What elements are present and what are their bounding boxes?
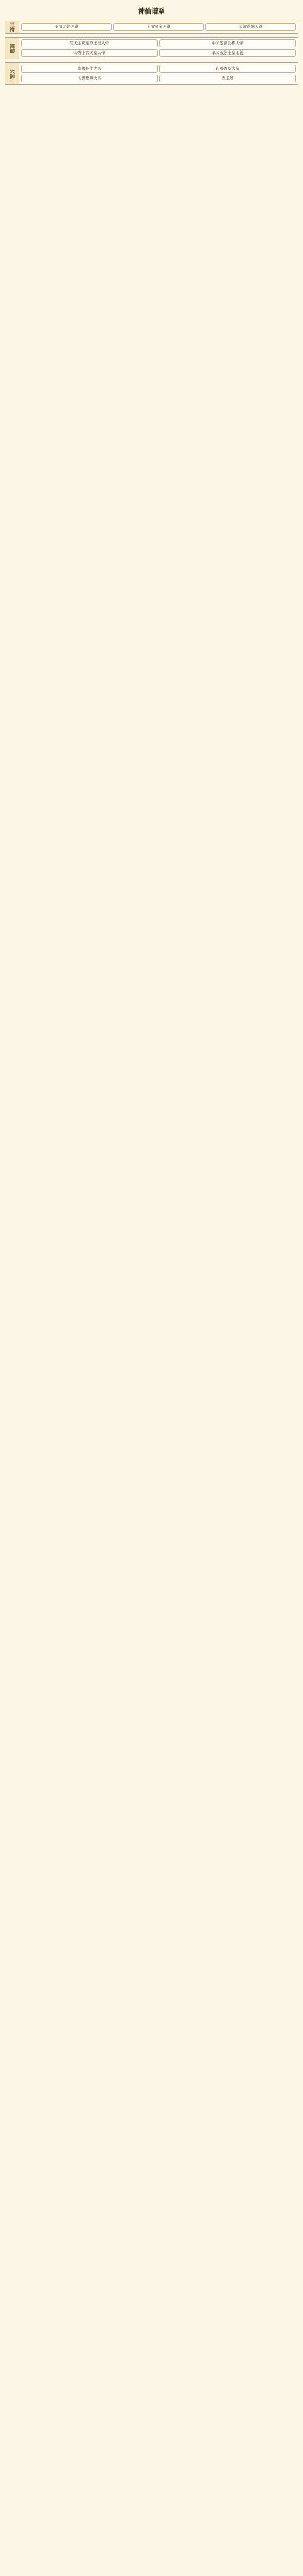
section xyxy=(5,62,298,85)
page-title: 神仙谱系 xyxy=(138,7,165,15)
deity-entry: 东极青华大帝 xyxy=(159,65,296,73)
page xyxy=(5,0,298,85)
sections xyxy=(5,21,298,85)
section-body xyxy=(19,38,298,59)
deity-entry: 勾陈上宫天皇大帝 xyxy=(21,49,158,57)
deity-entry: 南极长生大帝 xyxy=(21,65,158,73)
section-label: 四御 xyxy=(5,38,19,59)
deity-entry: 上清灵宝天尊 xyxy=(113,23,204,31)
entry-row xyxy=(21,49,296,57)
entry-row xyxy=(21,65,296,73)
entry-row xyxy=(21,75,296,82)
deity-entry: 承天效法土皇地祇 xyxy=(159,49,296,57)
deity-entry: 玉清元始天尊 xyxy=(21,23,112,31)
section xyxy=(5,21,298,34)
section-body xyxy=(19,63,298,84)
section-label: 三清 xyxy=(5,21,19,33)
section-body xyxy=(19,21,298,33)
entry-row xyxy=(21,23,296,31)
entry-row xyxy=(21,39,296,47)
section-label: 六御 xyxy=(5,63,19,84)
deity-entry: 西王母 xyxy=(159,75,296,82)
section xyxy=(5,37,298,59)
deity-entry: 昊天金阙至尊玉皇大帝 xyxy=(21,39,158,47)
deity-entry: 中天紫微北极大帝 xyxy=(159,39,296,47)
deity-entry: 北极紫微大帝 xyxy=(21,75,158,82)
deity-entry: 太清道德天尊 xyxy=(205,23,296,31)
